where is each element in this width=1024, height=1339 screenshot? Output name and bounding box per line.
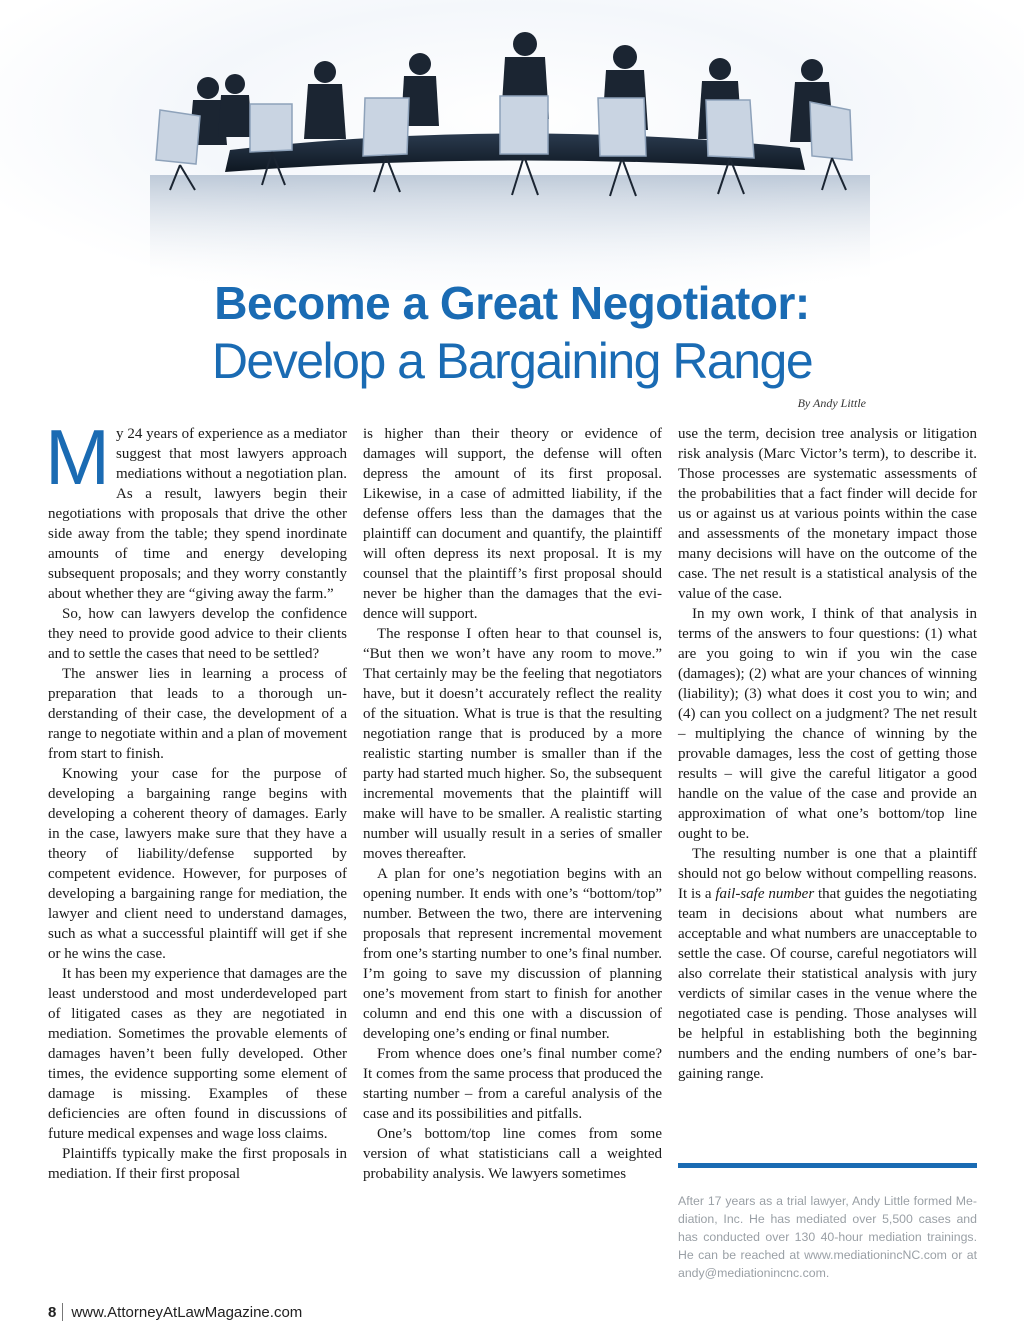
article-paragraph: Plaintiffs typically make the first proposals in mediation. If their first proposal <box>48 1146 347 1182</box>
article-column-1 <box>45 413 347 1184</box>
article-column-3 <box>678 424 977 1084</box>
article-paragraph: My 24 years of experience as a mediator suggest that most lawyers approach mediations without a negotiation plan. As a result, lawyers begin their negotiations with proposals that drive the other side away from the table; they spend inordinate amounts of time and energy developing subsequent proposals; and they worry constantly about whether they are “giving away the farm.” <box>45 413 347 602</box>
footer-website-link[interactable]: www.AttorneyAtLawMagazine.com <box>71 1303 303 1321</box>
floor-reflection <box>150 175 870 285</box>
article-paragraph: The response I often hear to that counsel is, “But then we won’t have any room to move.” That certainly may be the feeling that negotiators have, but it doesn’t accurately reflect the reality of the situation. What is true is that the resulting negotiation range that is produced by a more realistic starting number is smaller than if the party had started much higher. So, the subsequent incremental movements that the plaintiff will make will have to be smaller. A realistic starting number will usually result in a series of smaller moves thereafter. <box>363 626 662 862</box>
hero-photo <box>0 0 1024 290</box>
bio-divider <box>678 1163 977 1168</box>
footer-divider <box>62 1303 63 1321</box>
page-footer <box>48 1303 302 1321</box>
byline: By Andy Little <box>797 396 866 410</box>
meeting-illustration <box>0 0 1024 290</box>
article-paragraph: In my own work, I think of that analysis in terms of the answers to four questions: (1) what are you going to win if you win the case (damages); (2) what are your chances of winning (liability); (3) what does it cost you to win; and (4) can you collect on a judgment? The net result – multiplying the chance of winning by the provable damages, less the cost of getting those results – will give the careful litigator a good handle on the value of the case and provide an approximation of what one’s bottom/top line ought to be. <box>678 606 977 842</box>
article-paragraph: The resulting number is one that a plaintiff should not go below without compelling reasons. It is a fail-safe number that guides the negotiating team in decisions about what numbers are acceptable and what numbers are unacceptable to settle the case. Of course, careful negotiators will also correlate their statistical analysis with jury verdicts of similar cases in the venue where the negotiated case is pending. Those analyses will be helpful in establishing both the beginning numbers and the ending numbers of one’s bargaining range. <box>678 846 977 1082</box>
article-paragraph: One’s bottom/top line comes from some version of what statisticians call a weighted probability analysis. We lawyers sometimes <box>363 1126 662 1182</box>
article-paragraph: It has been my experience that damages are the least understood and most underdeveloped part of litigated cases as they are negotiated in mediation. Sometimes the provable elements of damages haven’t been fully developed. Other times, the evidence supporting some element of damage is missing. Examples of these deficiencies are often found in discussions of future medical expenses and wage loss claims. <box>48 966 347 1142</box>
page-number: 8 <box>48 1303 57 1321</box>
article-paragraph: is higher than their theory or evidence of damages will support, the defense will often depress the amount of its first proposal. Likewise, in a case of admitted liability, if the defense offers less than the damages that the plaintiff can document and quantify, the plaintiff will often depress its next proposal. It is my counsel that the plaintiff’s first proposal should never be higher than the damages that the evidence will support. <box>363 426 662 622</box>
headline-main: Become a Great Negotiator: <box>214 277 810 329</box>
article-column-2 <box>363 424 662 1184</box>
article-paragraph: use the term, decision tree analysis or litigation risk analysis (Marc Victor’s term), to describe it. Those processes are systematic assessments of the probabilities that a fact finder will decide for us or against us at various points within the case and assessments of the monetary impact those many decisions will have on the outcome of the case. The net result is a statistical analysis of the value of the case. <box>678 426 977 602</box>
article-paragraph: Knowing your case for the purpose of developing a bargaining range begins with developing a coherent theory of damages. Early in the case, lawyers make sure that they have a theory of liability/defense supported by competent evidence. However, for purposes of developing a bargaining range for mediation, the lawyer and client need to understand damages, such as what a successful plaintiff will get if she or he wins the case. <box>48 766 347 962</box>
article-paragraph: From whence does one’s final number come? It comes from the same process that produced the starting number – from a careful analysis of the case and its possibilities and pitfalls. <box>363 1046 662 1122</box>
article-paragraph: A plan for one’s negotiation begins with an opening number. It ends with one’s “bottom/top” number. Between the two, there are intervening proposals that represent incremental movement from one’s starting number to one’s final number. I’m going to save my discussion of planning one’s movement from start to finish for another column and end this one with a discussion of developing one’s ending or final number. <box>363 866 662 1042</box>
article-paragraph: So, how can lawyers develop the confidence they need to provide good advice to their clients and to settle the cases that need to be settled? <box>48 606 347 662</box>
author-bio: After 17 years as a trial lawyer, Andy Little formed Mediation, Inc. He has mediated over 5,500 cases and has conducted over 130 40-hour mediation trainings. He can be reached at www.mediationincNC.com or at andy@mediationincnc.com. <box>678 1194 977 1280</box>
headline-subtitle: Develop a Bargaining Range <box>211 333 813 389</box>
article-paragraph: The answer lies in learning a process of preparation that leads to a thorough understanding of their case, the development of a range to negotiate within and a plan of movement from start to finish. <box>48 666 347 762</box>
emphasis-text: fail-safe number <box>715 886 815 902</box>
drop-cap: M <box>45 413 110 501</box>
